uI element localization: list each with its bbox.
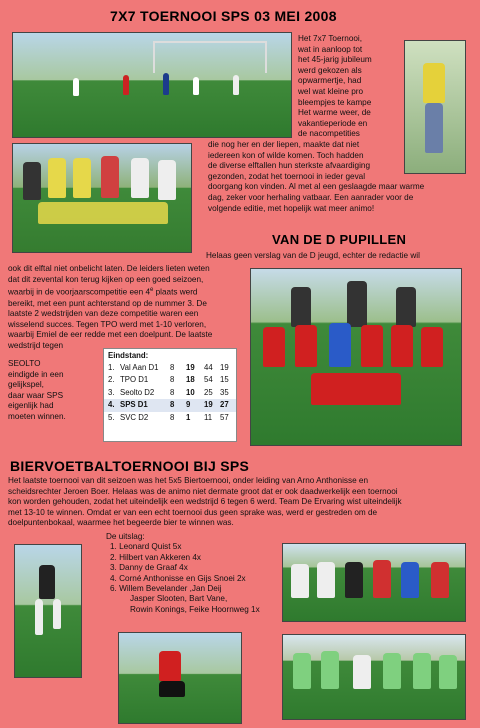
- d-line: wedstrijd tegen: [8, 340, 64, 350]
- bier-title: BIERVOETBALTOERNOOI BIJ SPS: [10, 458, 250, 474]
- d-line: waarbij in de voorjaarscompetitie een 4e plaats werd: [8, 287, 198, 297]
- bier-line: scheidsrechter Jeroen Boer. Helaas was de animo niet dermate groot dat er ook daadwerkelijk een toernooi: [8, 486, 398, 496]
- intro-line: vakantieperiode en: [298, 118, 368, 128]
- scorer-item: 2. Hilbert van Akkeren 4x: [110, 552, 202, 562]
- bier-team-photo-1: [282, 543, 466, 622]
- standings-row: 3. Seolto D2 8 10 25 35: [108, 387, 229, 397]
- d-pupillen-text: [8, 264, 248, 351]
- intro-wide-line: iedereen kon of wilde komen. Toch hadden: [208, 150, 364, 160]
- intro-line: bleempjes te kampe: [298, 97, 372, 107]
- scorer-item: 4. Corné Anthonisse en Gijs Snoei 2x: [110, 573, 246, 583]
- d-pupillen-lead: Helaas geen verslag van de D jeugd, echter de redactie wil: [206, 251, 420, 260]
- intro-line: Het 7x7 Toernooi,: [298, 34, 363, 43]
- intro-wide-line: volgende editie, met hopelijk wat meer animo!: [208, 203, 375, 213]
- standings-row: 1. Val Aan D1 8 19 44 19: [108, 363, 229, 372]
- intro-line: de nacompetities: [298, 129, 360, 139]
- scorer-item: 6. Willem Bevelander ,Jan Deij: [110, 584, 222, 594]
- standings-header: Eindstand:: [108, 351, 149, 360]
- d-line: bereikt, met een punt achterstand op de nummer 3. De: [8, 298, 207, 308]
- intro-line: het 45-jarig jubileum: [298, 55, 372, 65]
- d-side-text: [8, 359, 102, 423]
- standings-row-highlight: 4. SPS D1 8 9 19 27: [104, 399, 236, 411]
- d-line: wisselend succes. Tegen TPO werd met 1-10 verloren,: [8, 319, 207, 329]
- d-line: ook dit elftal niet onbelicht laten. De leiders lieten weten: [8, 264, 210, 273]
- scorer-item: Jasper Slooten, Bart Vane,: [130, 594, 228, 604]
- bier-line: Het laatste toernooi van dit seizoen was het 5x5 Biertoernooi, onder leiding van Arno Anthonisse en: [8, 476, 369, 485]
- d-side-line: SEOLTO: [8, 359, 41, 368]
- intro-text: [298, 34, 402, 140]
- bier-line: met 13-10 te winnen. Omdat er van een echt toernooi dus geen sprake was, werd er gestreden om de: [8, 507, 378, 517]
- intro-wide-line: die nog her en der liepen, maakte dat niet: [208, 140, 360, 149]
- scorer-item: Rowin Konings, Feike Hoornweg 1x: [130, 604, 260, 614]
- intro-wide-line: de diverse elftallen hun sterkste afvaardiging: [208, 161, 371, 171]
- player-kick-photo: [14, 544, 82, 678]
- bier-text: [8, 476, 473, 529]
- d-side-line: eindigde in een: [8, 369, 64, 379]
- page-title: 7X7 TOERNOOI SPS 03 MEI 2008: [110, 8, 337, 24]
- d-pupillen-title: VAN DE D PUPILLEN: [272, 232, 407, 247]
- intro-line: opwarmertje, had: [298, 76, 362, 86]
- intro-line: wel wat kleine pro: [298, 86, 364, 96]
- standings-table: [103, 348, 237, 442]
- intro-text-wide: [208, 140, 468, 214]
- intro-line: wat in aanloop tot: [298, 44, 363, 54]
- intro-wide-line: dag, zeker voor herhaling vatbaar. Een aanrader voor de: [208, 192, 414, 202]
- scorers-list: [106, 532, 286, 615]
- bier-line: kon worden gehouden, zodat het uiteindelijk een wedstrijd 6 tegen 6 werd. Team De Ervaring wist uiteindelijk: [8, 497, 402, 507]
- tournament-field-photo: [12, 32, 292, 138]
- bier-line: doelpuntenbokaal, waarmee het begeerde bier te winnen was.: [8, 518, 234, 528]
- standings-row: 5. SVC D2 8 1 11 57: [108, 412, 229, 422]
- d-line: laatste 2 wedstrijden van deze competitie waren een: [8, 309, 199, 319]
- standings-row: 2. TPO D1 8 18 54 15: [108, 375, 229, 385]
- d-line: dat dit zevental kon terug kijken op een goed seizoen,: [8, 274, 204, 284]
- scorers-title: De uitslag:: [106, 532, 145, 541]
- d-side-line: gelijkspel,: [8, 380, 44, 390]
- d-team-photo: [250, 268, 462, 446]
- bier-team-photo-2: [282, 634, 466, 720]
- team-group-photo: [12, 143, 192, 253]
- scorer-item: 1. Leonard Quist 5x: [110, 542, 182, 552]
- d-side-line: eigenlijk had: [8, 401, 54, 411]
- intro-line: Het warme weer, de: [298, 108, 371, 118]
- d-side-line: moeten winnen.: [8, 411, 66, 421]
- intro-line: werd gekozen als: [298, 65, 362, 75]
- intro-wide-line: doorgang kon vinden. Al met al een geslaagde maar warme: [208, 182, 425, 192]
- scorer-item: 3. Danny de Graaf 4x: [110, 563, 188, 573]
- player-red-photo: [118, 632, 242, 724]
- d-line: waarbij Emiel de eer redde met een doelpunt. De laatste: [8, 330, 213, 340]
- d-side-line: daar waar SPS: [8, 390, 64, 400]
- intro-wide-line: gezonden, zodat het toernooi in ieder geval: [208, 171, 366, 181]
